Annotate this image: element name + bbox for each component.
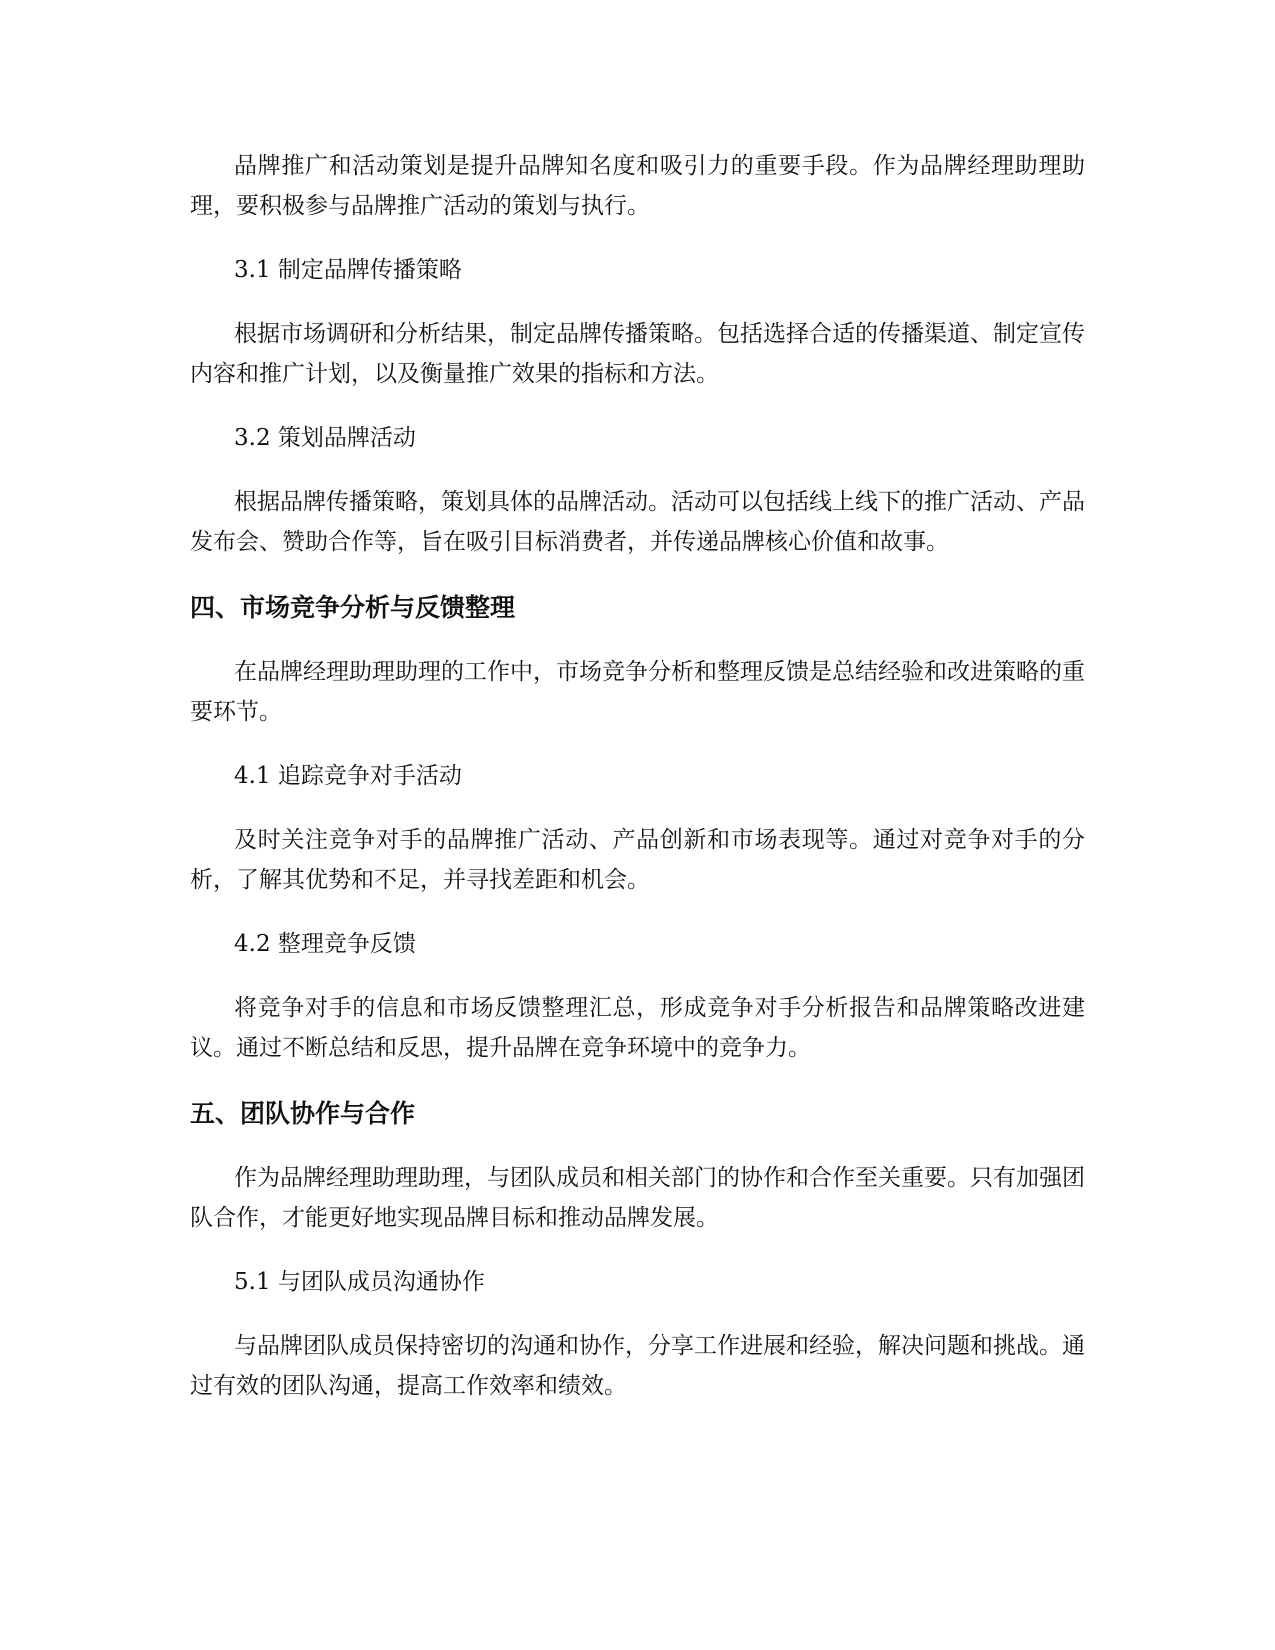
paragraph-track-competitors: 及时关注竞争对手的品牌推广活动、产品创新和市场表现等。通过对竞争对手的分析，了解其优势和不足，并寻找差距和机会。	[190, 827, 1085, 893]
subheading-4-1: 4.1 追踪竞争对手活动	[234, 763, 462, 789]
paragraph-competition-feedback: 将竞争对手的信息和市场反馈整理汇总，形成竞争对手分析报告和品牌策略改进建议。通过不断总结和反思，提升品牌在竞争环境中的竞争力。	[190, 995, 1085, 1061]
paragraph-brand-activities: 根据品牌传播策略，策划具体的品牌活动。活动可以包括线上线下的推广活动、产品发布会、赞助合作等，旨在吸引目标消费者，并传递品牌核心价值和故事。	[190, 489, 1085, 555]
document-body	[190, 146, 1085, 1406]
subheading-3-1: 3.1 制定品牌传播策略	[234, 257, 462, 283]
subheading-5-1: 5.1 与团队成员沟通协作	[234, 1269, 485, 1295]
section-heading-4: 四、市场竞争分析与反馈整理	[190, 593, 516, 622]
subheading-4-2: 4.2 整理竞争反馈	[234, 931, 416, 957]
paragraph-brand-promotion-intro: 品牌推广和活动策划是提升品牌知名度和吸引力的重要手段。作为品牌经理助理助理，要积极参与品牌推广活动的策划与执行。	[190, 153, 1085, 219]
paragraph-competition-intro: 在品牌经理助理助理的工作中，市场竞争分析和整理反馈是总结经验和改进策略的重要环节。	[190, 659, 1085, 725]
paragraph-teamwork-intro: 作为品牌经理助理助理，与团队成员和相关部门的协作和合作至关重要。只有加强团队合作，才能更好地实现品牌目标和推动品牌发展。	[190, 1165, 1085, 1231]
paragraph-communication-strategy: 根据市场调研和分析结果，制定品牌传播策略。包括选择合适的传播渠道、制定宣传内容和推广计划，以及衡量推广效果的指标和方法。	[190, 321, 1085, 387]
section-heading-5: 五、团队协作与合作	[190, 1099, 416, 1128]
subheading-3-2: 3.2 策划品牌活动	[234, 425, 416, 451]
paragraph-team-communication: 与品牌团队成员保持密切的沟通和协作，分享工作进展和经验，解决问题和挑战。通过有效的团队沟通，提高工作效率和绩效。	[190, 1333, 1085, 1399]
